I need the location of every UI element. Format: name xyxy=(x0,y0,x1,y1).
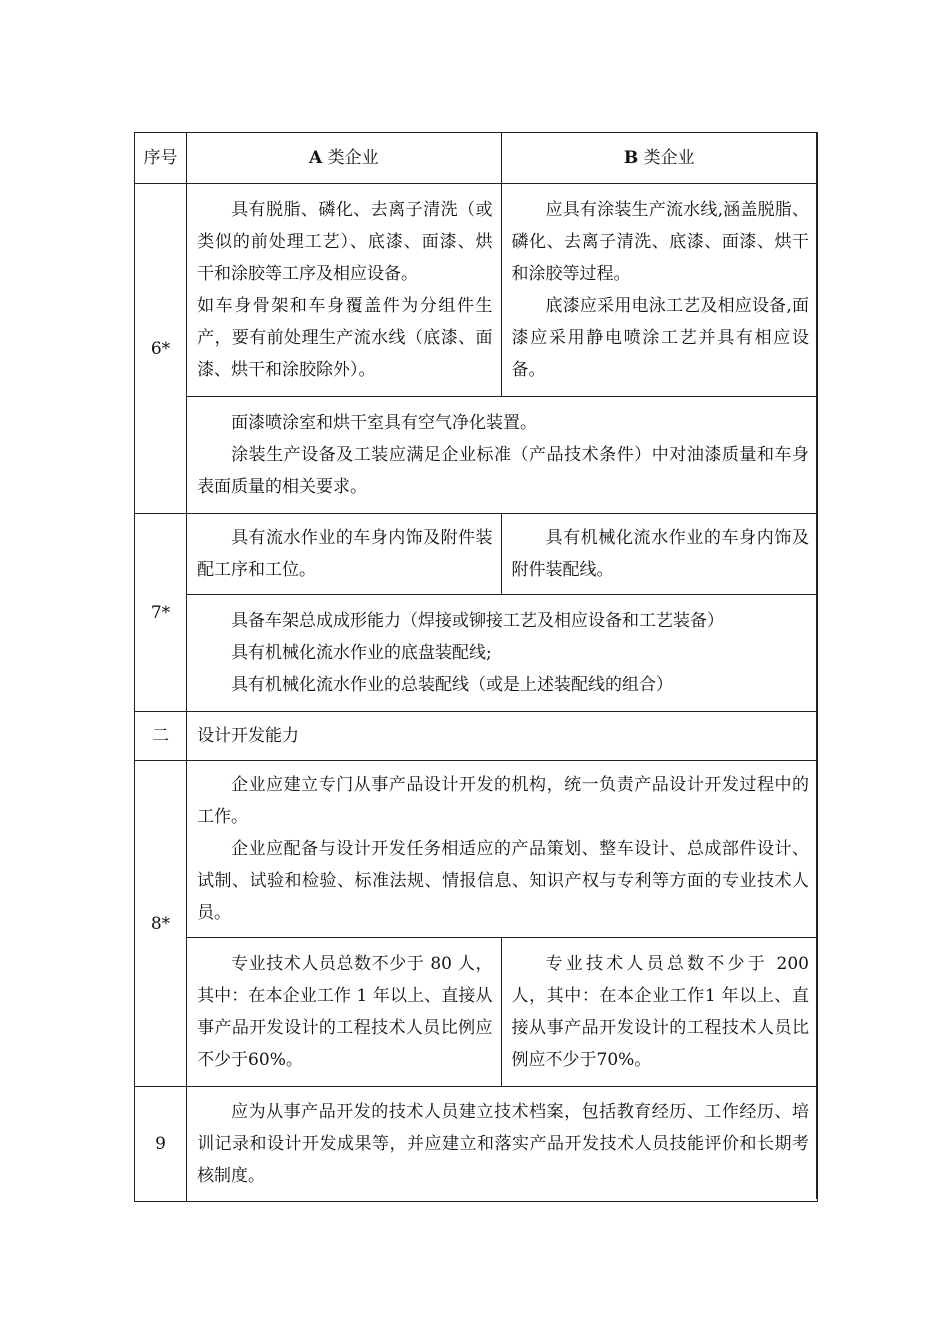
requirements-table xyxy=(134,132,818,1202)
row-6-class-b: 应具有涂装生产流水线,涵盖脱脂、磷化、去离子清洗、底漆、面漆、烘干和涂胶等过程。 底漆应采用电泳工艺及相应设备,面漆应采用静电喷涂工艺并具有相应设备。 xyxy=(501,184,817,397)
section-2-row xyxy=(135,712,818,761)
row-7-number: 7* xyxy=(135,514,187,712)
row-7-shared-text: 具备车架总成成形能力（焊接或铆接工艺及相应设备和工艺装备） 具有机械化流水作业的底盘装配线; 具有机械化流水作业的总装配线（或是上述装配线的组合） xyxy=(187,595,818,712)
row-8-shared-text: 企业应建立专门从事产品设计开发的机构，统一负责产品设计开发过程中的工作。 企业应配备与设计开发任务相适应的产品策划、整车设计、总成部件设计、试制、试验和检验、标准法规、情报信息、知识产权与专利等方面的专业技术人员。 xyxy=(187,761,818,938)
header-num: 序号 xyxy=(135,133,187,184)
row-8-shared xyxy=(135,761,818,938)
row-6-split xyxy=(135,184,818,397)
section-2-number: 二 xyxy=(135,712,187,761)
row-7-shared xyxy=(135,595,818,712)
row-6-shared xyxy=(135,397,818,514)
row-6-class-a: 具有脱脂、磷化、去离子清洗（或类似的前处理工艺）、底漆、面漆、烘干和涂胶等工序及相应设备。 如车身骨架和车身覆盖件为分组件生产，要有前处理生产流水线（底漆、面漆、烘干和涂胶除外）。 xyxy=(187,184,501,397)
table-right-rule xyxy=(816,132,818,1199)
row-8-split xyxy=(135,938,818,1087)
row-9 xyxy=(135,1087,818,1202)
row-8-class-a: 专业技术人员总数不少于 80 人，其中：在本企业工作 1 年以上、直接从事产品开发设计的工程技术人员比例应不少于60%。 xyxy=(187,938,501,1087)
row-9-number: 9 xyxy=(135,1087,187,1202)
row-6-number: 6* xyxy=(135,184,187,514)
row-7-split xyxy=(135,514,818,595)
row-7-class-a: 具有流水作业的车身内饰及附件装配工序和工位。 xyxy=(187,514,501,595)
row-6-shared-text: 面漆喷涂室和烘干室具有空气净化装置。 涂装生产设备及工装应满足企业标准（产品技术条件）中对油漆质量和车身表面质量的相关要求。 xyxy=(187,397,818,514)
header-class-a: A 类企业 xyxy=(187,133,501,184)
header-row xyxy=(135,133,818,184)
row-9-text: 应为从事产品开发的技术人员建立技术档案，包括教育经历、工作经历、培训记录和设计开发成果等，并应建立和落实产品开发技术人员技能评价和长期考核制度。 xyxy=(187,1087,818,1202)
header-class-b: B 类企业 xyxy=(501,133,817,184)
section-2-title: 设计开发能力 xyxy=(187,712,818,761)
row-7-class-b: 具有机械化流水作业的车身内饰及附件装配线。 xyxy=(501,514,817,595)
row-8-class-b: 专业技术人员总数不少于 200 人，其中：在本企业工作1 年以上、直接从事产品开发设计的工程技术人员比例应不少于70%。 xyxy=(501,938,817,1087)
row-8-number: 8* xyxy=(135,761,187,1087)
